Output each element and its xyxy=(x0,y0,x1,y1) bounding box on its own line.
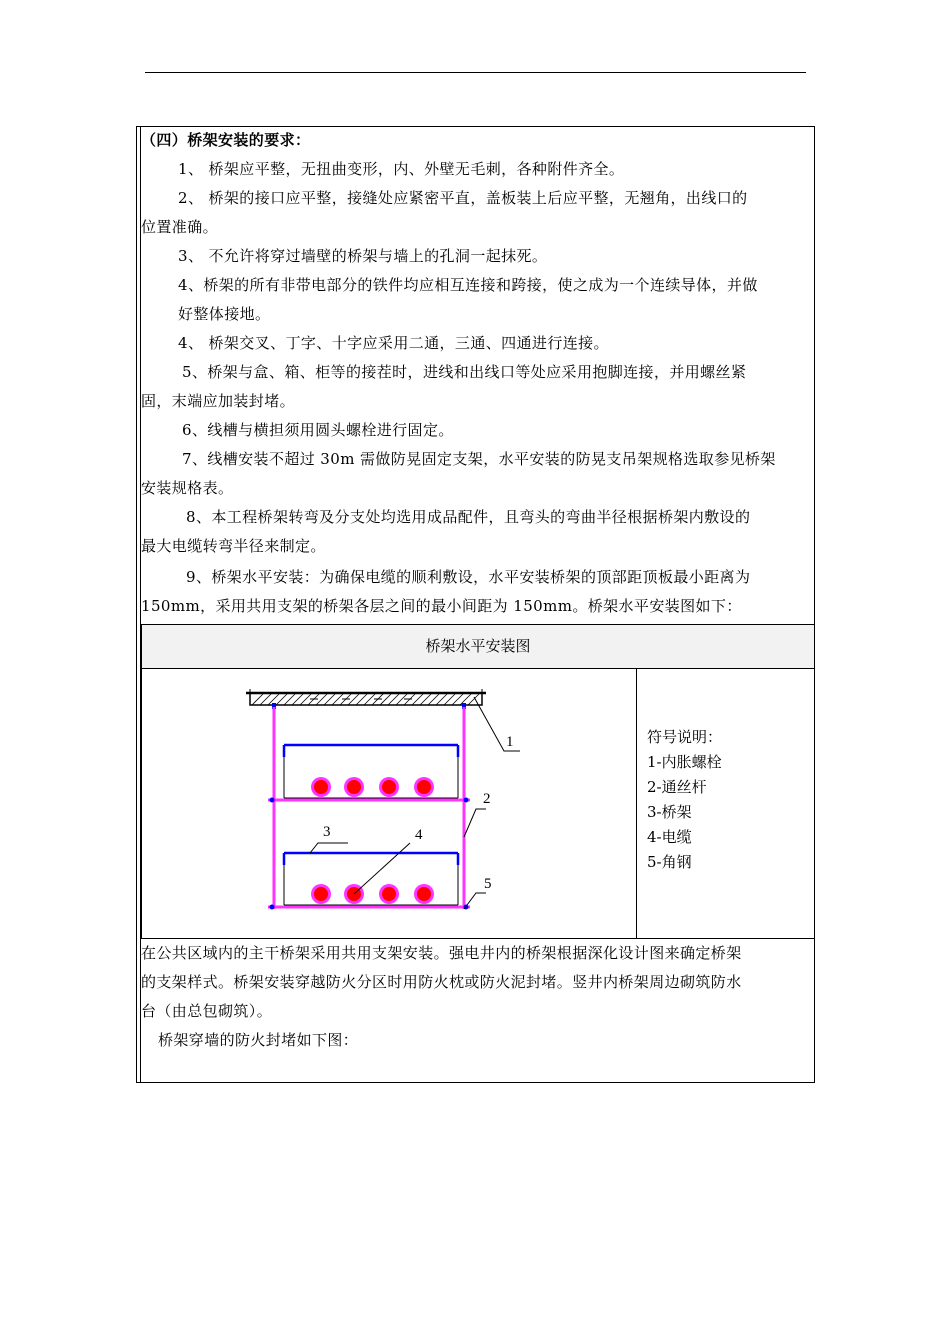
figure-table xyxy=(141,624,815,939)
legend-title: 符号说明： xyxy=(647,728,723,746)
tray-installation-diagram xyxy=(142,669,636,939)
requirement-2: 2、 桥架的接口应平整，接缝处应紧密平直，盖板装上后应平整，无翘角，出线口的 xyxy=(178,189,748,207)
after-line-3: 台（由总包砌筑）。 xyxy=(141,1002,273,1020)
legend-item-4: 4-电缆 xyxy=(647,828,692,846)
header-rule xyxy=(145,72,806,73)
after-line-1: 在公共区域内的主干桥架采用共用支架安装。强电井内的桥架根据深化设计图来确定桥架 xyxy=(141,944,742,962)
requirement-9-cont: 150mm，采用共用支架的桥架各层之间的最小间距为 150mm。桥架水平安装图如下： xyxy=(141,597,742,615)
symbol-legend xyxy=(647,725,722,875)
requirement-3: 3、 不允许将穿过墙壁的桥架与墙上的孔洞一起抹死。 xyxy=(178,247,548,265)
after-line-2: 的支架样式。桥架安装穿越防火分区时用防火枕或防火泥封堵。竖井内桥架周边砌筑防水 xyxy=(141,973,742,991)
callout-2: 2 xyxy=(483,791,491,807)
requirement-4-cont: 好整体接地。 xyxy=(178,305,271,323)
firewall-sealing-line: 桥架穿墙的防火封堵如下图： xyxy=(158,1031,359,1049)
requirement-6: 6、线槽与横担须用圆头螺栓进行固定。 xyxy=(182,421,454,439)
figure-title: 桥架水平安装图 xyxy=(142,625,814,669)
legend-item-1: 1-内胀螺栓 xyxy=(647,753,722,771)
requirement-7: 7、线槽安装不超过 30m 需做防晃固定支架，水平安装的防晃支吊架规格选取参见桥架 xyxy=(182,450,776,468)
requirement-5-cont: 固，末端应加装封堵。 xyxy=(141,392,296,410)
cable-tray-upper xyxy=(284,745,458,757)
requirement-9: 9、桥架水平安装：为确保电缆的顺利敷设，水平安装桥架的顶部距顶板最小距离为 xyxy=(186,568,751,586)
requirement-4b: 4、 桥架交叉、丁字、十字应采用二通，三通、四通进行连接。 xyxy=(178,334,609,352)
requirement-8: 8、本工程桥架转弯及分支处均选用成品配件，且弯头的弯曲半径根据桥架内敷设的 xyxy=(186,508,751,526)
requirement-2-cont: 位置准确。 xyxy=(141,218,219,236)
callout-4: 4 xyxy=(415,827,423,843)
ceiling-slab xyxy=(246,689,486,705)
callout-3: 3 xyxy=(323,824,331,840)
cables-upper xyxy=(311,777,434,797)
cable-tray-lower xyxy=(284,853,458,865)
legend-item-2: 2-通丝杆 xyxy=(647,778,707,796)
requirement-8-cont: 最大电缆转弯半径来制定。 xyxy=(141,537,326,555)
requirement-7-cont: 安装规格表。 xyxy=(141,479,234,497)
requirement-5: 5、桥架与盒、箱、柜等的接茬时，进线和出线口等处应采用抱脚连接，并用螺丝紧 xyxy=(182,363,747,381)
legend-item-3: 3-桥架 xyxy=(647,803,692,821)
requirement-4: 4、桥架的所有非带电部分的铁件均应相互连接和跨接，使之成为一个连续导体，并做 xyxy=(178,276,758,294)
legend-item-5: 5-角钢 xyxy=(647,853,692,871)
callout-1: 1 xyxy=(506,734,514,750)
callout-5: 5 xyxy=(484,876,492,892)
requirement-1: 1、 桥架应平整，无扭曲变形，内、外壁无毛刺，各种附件齐全。 xyxy=(178,160,625,178)
section-heading: （四）桥架安装的要求： xyxy=(141,131,311,149)
cables-lower xyxy=(311,884,434,904)
figure-column-divider xyxy=(636,669,637,939)
